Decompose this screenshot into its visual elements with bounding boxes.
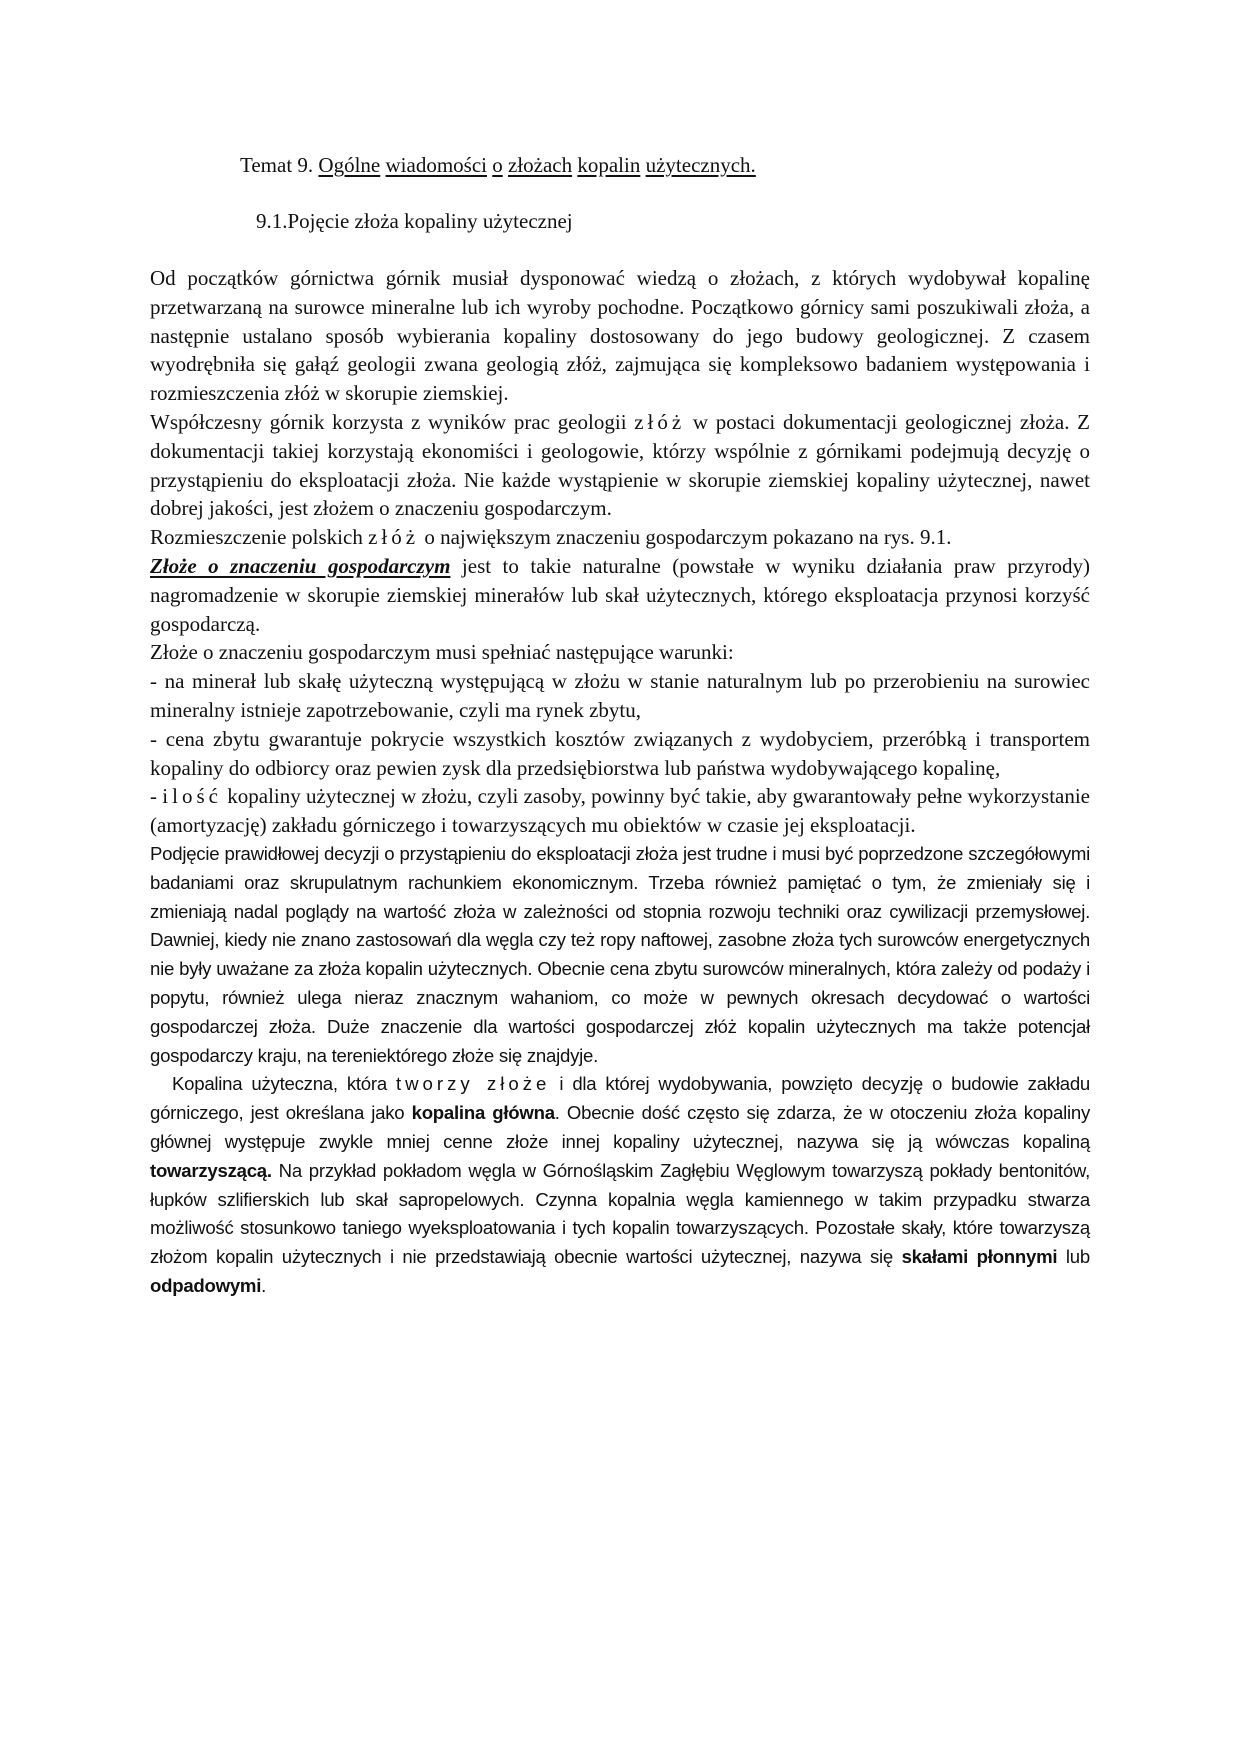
paragraph-conditions-intro: Złoże o znaczeniu gospodarczym musi spełniać następujące warunki: [150,640,734,665]
bold-term: towarzyszącą. [150,1159,272,1181]
title-word: złożach [507,153,573,177]
spaced-term: ilość [162,784,222,809]
title-word: wiadomości [385,153,487,177]
title-word: Ogólne [318,153,381,177]
paragraph-modern-miner: Współczesny górnik korzysta z wyników prac geologii złóż w postaci dokumentacji geologicznej złoża. Z dokumentacji takiej korzystają ekonomiści i geologowie, którzy wspólnie z górnikami podejmują decyzję o przystąpieniu do eksploatacji złoża. Nie każde wystąpienie w skorupie ziemskiej kopaliny użytecznej, nawet dobrej jakości, jest złożem o znaczeniu gospodarczym. [150,409,1090,521]
paragraph-distribution: Rozmieszczenie polskich złóż o największym znaczeniu gospodarczym pokazano na rys. 9.1. [150,525,952,550]
document-title [240,150,756,180]
paragraph-decision: Podjęcie prawidłowej decyzji o przystąpieniu do eksploatacji złoża jest trudne i musi być poprzedzone szczegółowymi badaniami oraz skrupulatnym rachunkiem ekonomicznym. Trzeba również pamiętać o tym, że zmieniały się i zmieniają nadal poglądy na wartość złoża w zależności od stopnia rozwoju techniki oraz cywilizacji przemysłowej. Dawniej, kiedy nie znano zastosowań dla węgla czy też ropy naftowej, zasobne złoża tych surowców energetycznych nie były uważane za złoża kopalin użytecznych. Obecnie cena zbytu surowców mineralnych, która zależy od podaży i popytu, również ulega nieraz znacznym wahaniom, co może w pewnych okresach decydować o wartości gospodarczej złoża. Duże znaczenie dla wartości gospodarczej złóż kopalin użytecznych ma także potencjał gospodarczy kraju, na tereniektórego złoże się znajdyje. [150,842,1090,1066]
spaced-term: złóż [368,525,420,550]
bold-term: kopalina główna [411,1102,555,1124]
document-body [150,264,1090,1301]
bold-term: skałami płonnymi [901,1246,1058,1268]
section-heading: 9.1.Pojęcie złoża kopaliny użytecznej [256,209,573,233]
title-word: użytecznych. [645,153,756,177]
condition-item: - na minerał lub skałę użyteczną występującą w złożu w stanie naturalnym lub po przerobieniu na surowiec mineralny istnieje zapotrzebowanie, czyli ma rynek zbytu, [150,669,1090,722]
defined-term: Złoże o znaczeniu gospodarczym [150,553,451,578]
paragraph-main-mineral: Kopalina użyteczna, która tworzy złoże i dla której wydobywania, powzięto decyzję o budowie zakładu górniczego, jest określana jako kopalina główna. Obecnie dość często się zdarza, że w otoczeniu złoża kopaliny głównej występuje zwykle mniej cenne złoże innej kopaliny użytecznej, nazywa się ją wówczas kopaliną towarzyszącą. Na przykład pokładom węgla w Górnośląskim Zagłębiu Węglowym towarzyszą pokłady bentonitów, łupków szlifierskich lub skał sapropelowych. Czynna kopalnia węgla kamiennego w takim przypadku stwarza możliwość stosunkowo taniego wyeksploatowania i tych kopalin towarzyszących. Pozostałe skały, które towarzyszą złożom kopalin użytecznych i nie przedstawiają obecnie wartości użytecznej, nazywa się skałami płonnymi lub odpadowymi. [150,1073,1091,1296]
title-prefix: Temat 9. [240,153,319,177]
paragraph-definition: Złoże o znaczeniu gospodarczym jest to takie naturalne (powstałe w wyniku działania praw przyrody) nagromadzenie w skorupie ziemskiej minerałów lub skał użytecznych, którego eksploatacja przynosi korzyść gospodarczą. [150,553,1090,636]
condition-item: - ilość kopaliny użytecznej w złożu, czyli zasoby, powinny być takie, aby gwarantowały pełne wykorzystanie (amortyzację) zakładu górniczego i towarzyszących mu obiektów w czasie jej eksploatacji. [150,784,1091,838]
title-word: o [492,153,503,177]
spaced-term: złóż [634,409,686,434]
spaced-term: tworzy złoże [395,1073,551,1095]
title-word: kopalin [577,153,641,177]
bold-term: odpadowymi [150,1274,262,1296]
condition-item: - cena zbytu gwarantuje pokrycie wszystkich kosztów związanych z wydobyciem, przeróbką i transportem kopaliny do odbiorcy oraz pewien zysk dla przedsiębiorstwa lub państwa wydobywającego kopalinę, [150,726,1090,780]
paragraph-history: Od początków górnictwa górnik musiał dysponować wiedzą o złożach, z których wydobywał kopalinę przetwarzaną na surowce mineralne lub ich wyroby pochodne. Początkowo górnicy sami poszukiwali złoża, a następnie ustalano sposób wybierania kopaliny dostosowany do jego budowy geologicznej. Z czasem wyodrębniła się gałąź geologii zwana geologią złóż, zajmująca się kompleksowo badaniem występowania i rozmieszczenia złóż w skorupie ziemskiej. [150,266,1090,406]
